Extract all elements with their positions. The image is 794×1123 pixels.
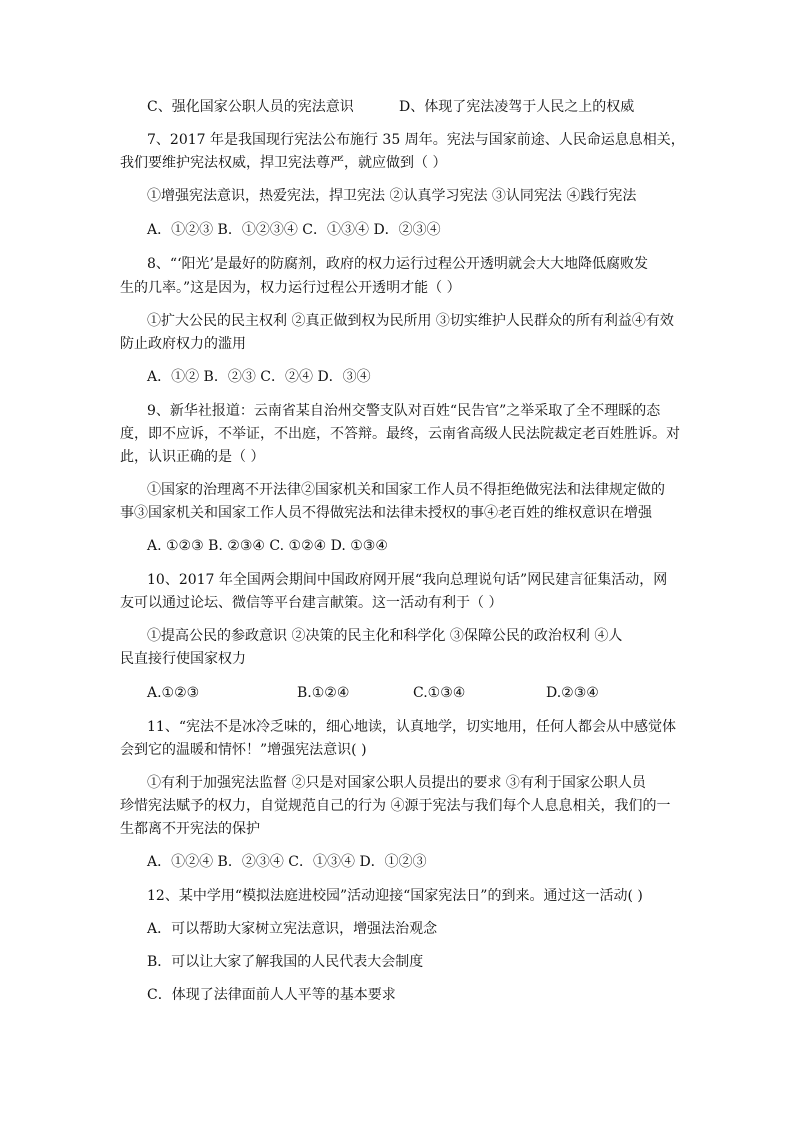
q7-stem-line-2: 我们要维护宪法权威，捍卫宪法尊严，就应做到（ ） (120, 155, 447, 171)
q10-choice-b: B.①②④ (297, 685, 350, 701)
q7-stem-line-1: 7、2017 年是我国现行宪法公布施行 35 周年。宪法与国家前途、人民命运息息相关， (147, 132, 685, 148)
q9-choices: A. ①②③ B. ②③④ C. ①②④ D. ①③④ (147, 538, 388, 554)
q8-choices: A．①② B．②③ C．②④ D．③④ (147, 369, 371, 385)
q12-stem: 12、某中学用“模拟法庭进校园”活动迎接“国家宪法日”的到来。通过这一活动( ) (147, 888, 643, 904)
q12-option-b: B．可以让大家了解我国的人民代表大会制度 (147, 954, 424, 970)
q7-choices: A．①②③ B．①②③④ C．①③④ D．②③④ (147, 222, 441, 238)
q8-stem-line-2: 生的几率。”这是因为，权力运行过程公开透明才能（ ） (120, 280, 461, 296)
q10-choice-d: D.②③④ (546, 685, 599, 701)
q12-option-c: C．体现了法律面前人人平等的基本要求 (147, 987, 396, 1003)
q11-stem-line-2: 会到它的温暖和情怀！”增强宪法意识( ) (120, 742, 367, 758)
q9-stem-line-2: 度，即不应诉，不举证，不出庭，不答辩。最终，云南省高级人民法院裁定老百姓胜诉。对 (120, 426, 680, 442)
q10-choice-c: C.①③④ (413, 685, 466, 701)
q12-option-a: A．可以帮助大家树立宪法意识，增强法治观念 (147, 921, 438, 937)
q10-stem-line-2: 友可以通过论坛、微信等平台建言献策。这一活动有利于（ ） (120, 595, 503, 611)
q9-items-line-2: 事③国家机关和国家工作人员不得做宪法和法律未授权的事④老百姓的维权意识在增强 (120, 505, 652, 521)
q9-stem-line-1: 9、新华社报道：云南省某自治州交警支队对百姓“民告官”之举采取了全不理睬的态 (147, 403, 661, 419)
q10-choice-a: A.①②③ (147, 685, 200, 701)
q6-option-c: C、强化国家公职人员的宪法意识 (147, 99, 354, 115)
q8-items-line-2: 防止政府权力的滥用 (120, 336, 246, 352)
q11-items-line-3: 生都离不开宪法的保护 (120, 821, 260, 837)
q9-items-line-1: ①国家的治理离不开法律②国家机关和国家工作人员不得拒绝做宪法和法律规定做的 (147, 482, 665, 498)
q11-items-line-1: ①有利于加强宪法监督 ②只是对国家公职人员提出的要求 ③有利于国家公职人员 (147, 775, 646, 791)
q8-stem-line-1: 8、“‘阳光’是最好的防腐剂，政府的权力运行过程公开透明就会大大地降低腐败发 (147, 256, 648, 272)
q9-stem-line-3: 此，认识正确的是（ ） (120, 449, 265, 465)
q7-items: ①增强宪法意识，热爱宪法，捍卫宪法 ②认真学习宪法 ③认同宪法 ④践行宪法 (147, 188, 637, 204)
q10-items-line-1: ①提高公民的参政意识 ②决策的民主化和科学化 ③保障公民的政治权利 ④人 (147, 628, 623, 644)
q10-stem-line-1: 10、2017 年全国两会期间中国政府网开展“我向总理说句话”网民建言征集活动，网 (147, 572, 668, 588)
q8-items-line-1: ①扩大公民的民主权利 ②真正做到权为民所用 ③切实维护人民群众的所有利益④有效 (147, 313, 674, 329)
q11-items-line-2: 珍惜宪法赋予的权力，自觉规范自己的行为 ④源于宪法与我们每个人息息相关，我们的一 (120, 798, 671, 814)
q11-stem-line-1: 11、“宪法不是冰冷乏味的，细心地读，认真地学，切实地用，任何人都会从中感觉体 (147, 719, 676, 735)
q10-items-line-2: 民直接行使国家权力 (120, 651, 246, 667)
q6-option-d: D、体现了宪法凌驾于人民之上的权威 (399, 99, 635, 115)
q11-choices: A．①②④ B．②③④ C．①③④ D．①②③ (147, 854, 427, 870)
